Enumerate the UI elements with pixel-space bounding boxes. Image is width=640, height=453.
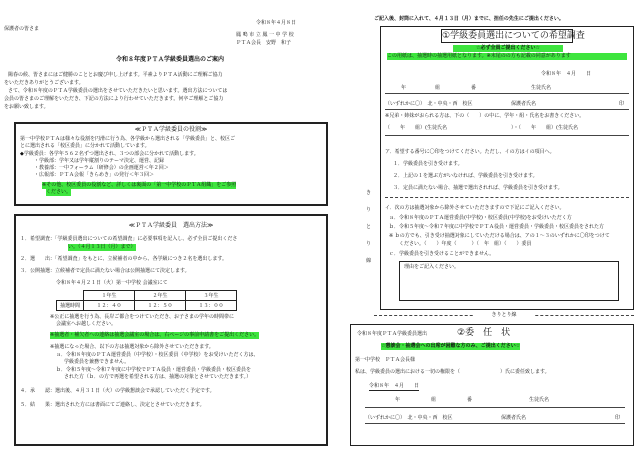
grade-header: ２年生 — [135, 291, 186, 301]
roles-text: ◆学級委員：各学年５６２名ずつ選出され、３つの部会に分かれて活動します。 — [20, 151, 199, 157]
proxy-body[interactable]: 私は、学級委員の選出における一切の権限を（ ）氏に委任致します。 — [355, 369, 550, 375]
method-step-deadline: い。（４月１３日（月）まで） — [68, 244, 136, 250]
intro-line: 会員の皆さまのご理解をいただき、下記の方法により行わせていただきます。何卒ご理解とご協力 — [4, 96, 224, 102]
label-seal: 印 — [619, 101, 625, 107]
reason-field[interactable] — [399, 261, 619, 301]
school-district: （いずれかに〇） 北・中央・西 校区 — [385, 101, 473, 107]
roles-text: 第一中学校ＰＴＡは様々な役割を円滑に行う為、各学級から選出される「学級委員」と、校区ご — [20, 136, 236, 142]
proxy-date: 令和８年 ４月 日 — [369, 383, 420, 389]
survey-form — [380, 26, 634, 310]
grade-header: １年生 — [84, 291, 135, 301]
lottery-time: １２：４０ — [84, 301, 135, 311]
survey-title: ①学級委員選出についての希望調査 — [442, 31, 585, 41]
roles-text: ・広報部：ＰＴＡ会報「きらめき」の発行＜年３回＞ — [34, 172, 155, 178]
survey-banner: ☆必ず全員ご提出ください☆ — [453, 45, 563, 52]
page-title: 令和８年度ＰＴＡ学級委員選出のご案内 — [115, 56, 224, 63]
lottery-date: 令和８年４月２１日（火）第一中学校 会議室にて — [56, 280, 168, 286]
label-year: 年 — [401, 85, 407, 91]
label-seal: 印 — [615, 415, 621, 421]
option-c[interactable]: ｃ．学級委員を引き受けることができません。 — [389, 251, 495, 257]
label-class: 組 — [431, 397, 437, 403]
proxy-form — [350, 324, 634, 446]
option-b-b[interactable]: ｂ．令和５年度〜令和７年度に中学校でＰＴＡ役員・運営委員・学級委員・校区委員をされた方 — [389, 224, 605, 230]
grade-header: ３年生 — [186, 291, 237, 301]
divider — [385, 109, 629, 110]
method-note: ※抽選になった場合、以下の方は抽選対象から除外させていただきます。 — [50, 344, 214, 350]
sender-school: 鳳 鳴 市 立 鳳 一 中 学 校 — [236, 32, 294, 38]
method-note: ａ．令和８年度のＰＴＡ運営委員（中学校）・校区委員（中学校）をお受けいただく方は、 — [56, 352, 259, 358]
divider — [365, 423, 625, 424]
label-year: 年 — [395, 397, 401, 403]
method-step: １．希望調査：「学級委員選出についての希望調査」に必要事項を記入し、必ず全員ご提出くださ — [20, 236, 238, 242]
row-label: 抽選時間 — [57, 301, 84, 311]
recipient: 保護者の皆さま — [4, 26, 40, 32]
header-date: 令和８年４月８日 — [256, 20, 297, 26]
proxy-to: 第一中学校 ＰＴＡ会長様 — [355, 357, 416, 363]
label-student-name: 生徒氏名 — [531, 85, 552, 91]
proxy-banner: ☆懇談会・抽選会への出席が困難な方のみ、ご提出ください☆ — [381, 343, 521, 349]
method-note: ※公正に抽選を行う為、長岸ご都合をつけていただき、お子さまの学年の時間帯に — [50, 314, 234, 320]
cutline-char: り — [366, 241, 372, 247]
reason-label: 理由をご記入ください。 — [404, 264, 460, 270]
cutline-char: 線 — [366, 258, 372, 264]
label-number: 番 — [467, 397, 473, 403]
label-guardian: 保護者氏名 — [501, 415, 527, 421]
intro-line: さて、令和８年度のＰＴＡ学級委員の選出をさせていただきたいと思います。選出方法については — [8, 88, 228, 94]
method-heading: ≪ＰＴＡ学級委員 選出方法≫ — [128, 222, 214, 229]
method-note-highlight: ※抽選者・補欠者への連絡は抽選会議室の場合は、右ページの事前申請書をご提出ください。 — [50, 332, 260, 338]
lottery-time: １２：５０ — [135, 301, 186, 311]
roles-box — [14, 122, 328, 206]
form-date: 令和８年 ４月 日 — [541, 71, 592, 77]
divider — [385, 93, 629, 94]
question-a: ア．希望する番号に〇印をつけてください。ただし、イの方はイの項目へ。 — [385, 149, 555, 155]
roles-text: とに選出される「校区委員」に分かれて活動しています。 — [20, 143, 150, 149]
roles-heading: ≪ＰＴＡ学級委員の役割≫ — [134, 126, 208, 133]
proxy-label: 令和８年度ＰＴＡ学級委員選出 — [357, 331, 428, 337]
vertical-cutline — [366, 190, 372, 265]
cutline-char: き — [366, 190, 372, 196]
cutline-char: と — [366, 224, 372, 230]
roles-note: ※その他、校区委員の役割など、詳しくは裏面の「第一中学校のＰＴＡ組織」をご参照 — [42, 182, 237, 188]
method-note: ｂ．令和５年度〜令和７年度に中学校でＰＴＡ役員・運営委員・学級委員・校区委員を — [56, 367, 252, 373]
label-class: 組 — [435, 85, 441, 91]
intro-line: 陽春の候、皆さまにはご健勝のこととお慶び申し上げます。平素よりＰＴＡ活動にご理解ご協力 — [8, 72, 223, 78]
roles-text: ・教養部：一中フォーラム（研修会）の企画運営＜年２回＞ — [34, 165, 169, 171]
divider — [365, 407, 625, 408]
option-2[interactable]: ２．上記の１を選ぶ方がいなければ、学級委員を引き受けます。 — [393, 173, 538, 179]
cutline-char: り — [366, 207, 372, 213]
option-b-note: ※ ｂの方でも、引き受け抽選対象にしていただける場合は、アの１〜３のいずれかに〇印をつけて — [389, 233, 610, 239]
roles-note: ください。 — [46, 189, 72, 195]
roles-text: ・学級部：学年又は学年縦割りのテーマ決定、運営、記録 — [34, 158, 165, 164]
divider — [385, 197, 629, 198]
sender-name: ＰＴＡ会長 安野 和子 — [236, 40, 292, 46]
method-box — [14, 214, 328, 446]
method-step: ２．選 出：「希望調査」をもとに、立候補者の中から、各学級につき２名を選出します。 — [20, 256, 228, 262]
label-student-name: 生徒氏名 — [529, 397, 550, 403]
divider — [385, 135, 629, 136]
school-district: （いずれかに〇） 北・中央・西 校区 — [365, 415, 453, 421]
proxy-title: ②委 任 状 — [457, 328, 511, 338]
intro-line: をいただきありがとうございます。 — [4, 80, 84, 86]
option-b-a[interactable]: ａ．令和８年度のＰＴＡ運営委員(中学校)・校区委員(中学校)をお受けいただく方 — [389, 215, 572, 221]
intro-line: をお願い致します。 — [4, 104, 49, 110]
option-b-fields[interactable]: ください。（ ）年度（ ）（ 年 組）（ ）委員 — [399, 241, 532, 247]
method-note: 会議室へお越しください。 — [56, 321, 117, 327]
question-b: イ．次の方は抽選対象から除外させていただきますので下記にご記入ください。 — [385, 205, 565, 211]
option-3[interactable]: ３．定員に満たない場合、抽選で選出されれば、学級委員を引き受けます。 — [393, 185, 563, 191]
survey-banner-note: この用紙は、抽選時の抽選用紙となります。※末尾のの方も記載の同意があります — [387, 53, 627, 60]
method-step: ５．結 果：選出された方には書面にてご連絡し、決定とさせていただきます。 — [20, 402, 205, 408]
lottery-table — [56, 290, 237, 311]
label-number: 番 — [471, 85, 477, 91]
method-note: された方（ｂ．の方で再選を希望される方は、抽選の対象とさせていただきます。） — [64, 374, 252, 380]
sibling-note: ※兄弟・姉妹がおられる方は、下の（ ）の中に、学年・組・氏名をお書きください。 — [385, 113, 585, 119]
method-step: ３．公開抽選：立候補者で定員に満たない場合は公開抽選にて決定します。 — [20, 268, 190, 274]
sibling-field[interactable]: （ 年 組）(生徒氏名 — [385, 125, 447, 131]
method-step: ４．承 認：選出後、４月３１日（火）の学級懇談会で承認していただく予定です。 — [20, 388, 215, 394]
cutline-label: きりとり線 — [474, 312, 534, 319]
method-note: 学級委員を兼務できません。 — [64, 359, 130, 365]
label-guardian: 保護者氏名 — [511, 101, 537, 107]
lottery-time: １３：００ — [186, 301, 237, 311]
option-1[interactable]: １．学級委員を引き受けます。 — [393, 161, 463, 167]
submit-note: ご記入後、封筒に入れて、４月１３日（月）までに、担任の先生にご提出ください。 — [374, 16, 564, 22]
sibling-field[interactable]: ）・（ 年 組）(生徒氏名 — [511, 125, 578, 131]
